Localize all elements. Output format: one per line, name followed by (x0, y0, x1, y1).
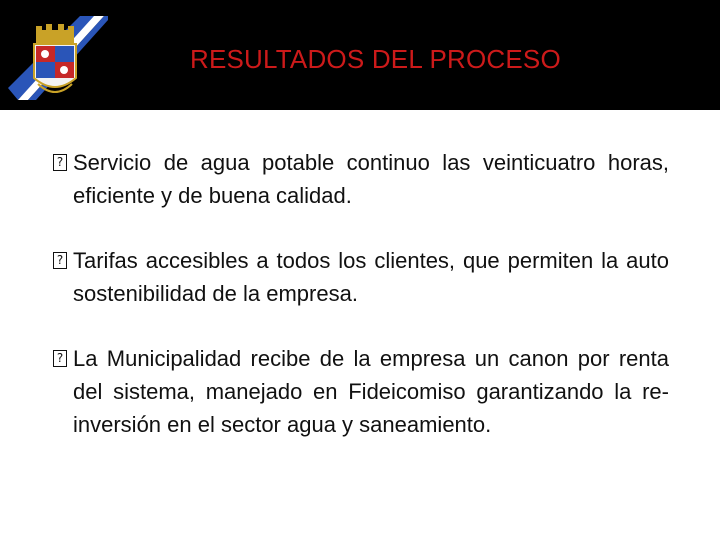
bullet-text: La Municipalidad recibe de la empresa un canon por renta del sistema, manejado en Fideicomiso garantizando la re-inversión en el sector agua y saneamiento. (73, 346, 669, 437)
coat-of-arms-icon (8, 16, 108, 100)
list-item (53, 244, 669, 310)
bullet-text: Tarifas accesibles a todos los clientes, que permiten la auto sostenibilidad de la empresa. (73, 248, 669, 306)
slide-header (0, 0, 720, 110)
list-item (53, 146, 669, 212)
bullet-list (53, 146, 669, 473)
slide-title: RESULTADOS DEL PROCESO (190, 44, 561, 74)
bullet-marker-icon: ? (53, 252, 67, 269)
bullet-marker-icon: ? (53, 350, 67, 367)
list-item (53, 342, 669, 441)
bullet-text: Servicio de agua potable continuo las veinticuatro horas, eficiente y de buena calidad. (73, 150, 669, 208)
bullet-marker-icon: ? (53, 154, 67, 171)
